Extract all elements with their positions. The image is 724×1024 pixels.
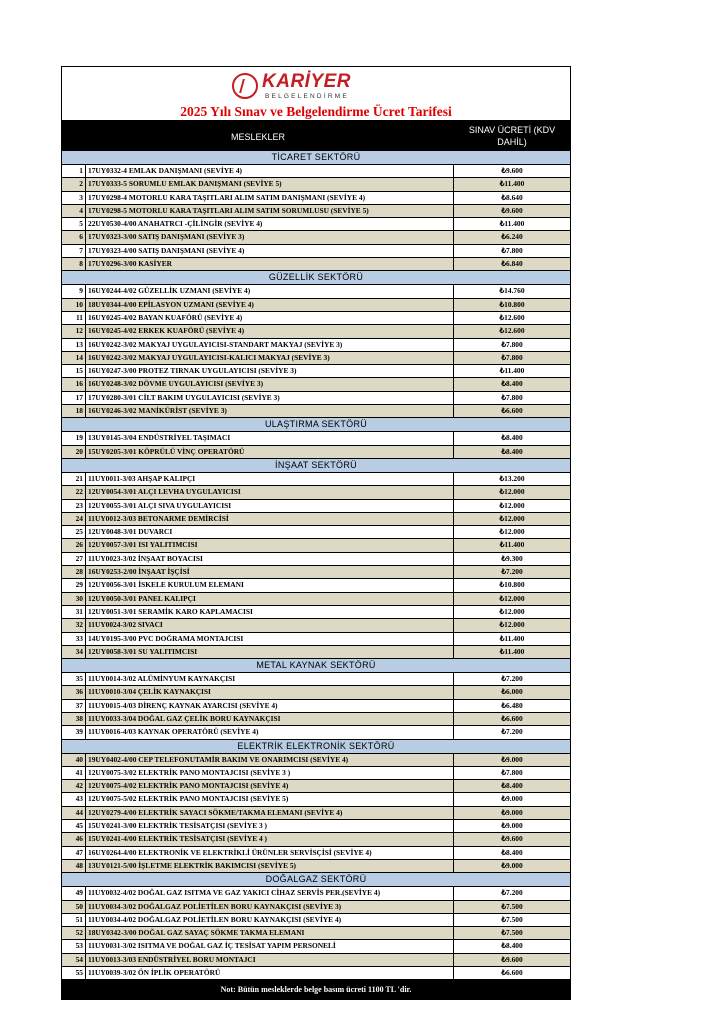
sector-header: İNŞAAT SEKTÖRÜ xyxy=(62,458,570,472)
profession-name: 13UY0121-5/00 İŞLETME ELEKTRİK BAKIMCISI (SEVİYE 5) xyxy=(86,860,454,872)
table-row xyxy=(62,632,570,645)
row-number: 47 xyxy=(62,847,86,859)
profession-name: 11UY0010-3/04 ÇELİK KAYNAKÇISI xyxy=(86,686,454,698)
row-number: 6 xyxy=(62,231,86,243)
profession-name: 17UY0280-3/01 CİLT BAKIM UYGULAYICISI (SEVİYE 3) xyxy=(86,392,454,404)
table-row xyxy=(62,886,570,899)
profession-name: 16UY0264-4/00 ELEKTRONİK VE ELEKTRİKLİ ÜRÜNLER SERVİSÇİSİ (SEVİYE 4) xyxy=(86,847,454,859)
kariyer-logo-icon xyxy=(232,73,258,99)
profession-name: 11UY0034-3/02 DOĞALGAZ POLİETİLEN BORU KAYNAKÇISI (SEVİYE 3) xyxy=(86,901,454,913)
profession-name: 16UY0242-3/02 MAKYAJ UYGULAYICISI-KALICI MAKYAJ (SEVİYE 3) xyxy=(86,352,454,364)
exam-fee: ₺8.640 xyxy=(501,192,523,202)
logo-wordmark: KARİYER xyxy=(262,71,352,92)
row-number: 15 xyxy=(62,365,86,377)
exam-fee: ₺10.800 xyxy=(499,299,525,309)
row-number: 9 xyxy=(62,285,86,297)
table-row xyxy=(62,605,570,618)
exam-fee: ₺12.000 xyxy=(499,527,525,537)
profession-name: 16UY0244-4/02 GÜZELLİK UZMANI (SEVİYE 4) xyxy=(86,285,454,297)
profession-name: 12UY0054-3/01 ALÇI LEVHA UYGULAYICISI xyxy=(86,486,454,498)
exam-fee: ₺7.800 xyxy=(501,352,523,362)
profession-name: 11UY0033-3/04 DOĞAL GAZ ÇELİK BORU KAYNAKÇISI xyxy=(86,713,454,725)
exam-fee: ₺7.200 xyxy=(501,727,523,737)
table-row xyxy=(62,806,570,819)
table-body xyxy=(62,150,570,979)
table-row xyxy=(62,204,570,217)
row-number: 20 xyxy=(62,446,86,458)
profession-name: 17UY0298-5 MOTORLU KARA TAŞITLARI ALIM SATIM SORUMLUSU (SEVİYE 5) xyxy=(86,205,454,217)
profession-name: 11UY0013-3/03 ENDÜSTRİYEL BORU MONTAJCI xyxy=(86,954,454,966)
table-row xyxy=(62,685,570,698)
table-row xyxy=(62,552,570,565)
exam-fee: ₺7.200 xyxy=(501,674,523,684)
kariyer-logo xyxy=(232,73,392,101)
table-row xyxy=(62,217,570,230)
profession-name: 11UY0011-3/03 AHŞAP KALIPÇI xyxy=(86,473,454,485)
exam-fee: ₺8.400 xyxy=(501,781,523,791)
row-number: 50 xyxy=(62,901,86,913)
table-row xyxy=(62,913,570,926)
sector-header: METAL KAYNAK SEKTÖRÜ xyxy=(62,658,570,672)
table-row xyxy=(62,257,570,270)
profession-name: 15UY0241-3/00 ELEKTRİK TESİSATÇISI (SEVİYE 3 ) xyxy=(86,820,454,832)
row-number: 41 xyxy=(62,767,86,779)
table-row xyxy=(62,618,570,631)
row-number: 30 xyxy=(62,593,86,605)
profession-name: 14UY0195-3/00 PVC DOĞRAMA MONTAJCISI xyxy=(86,633,454,645)
exam-fee: ₺9.000 xyxy=(501,754,523,764)
row-number: 2 xyxy=(62,178,86,190)
row-number: 36 xyxy=(62,686,86,698)
row-number: 51 xyxy=(62,914,86,926)
profession-name: 12UY0056-3/01 İSKELE KURULUM ELEMANI xyxy=(86,579,454,591)
profession-name: 12UY0048-3/01 DUVARCI xyxy=(86,526,454,538)
row-number: 49 xyxy=(62,887,86,899)
row-number: 13 xyxy=(62,339,86,351)
sector-header: ELEKTRİK ELEKTRONİK SEKTÖRÜ xyxy=(62,739,570,753)
table-row xyxy=(62,846,570,859)
row-number: 38 xyxy=(62,713,86,725)
table-row xyxy=(62,779,570,792)
row-number: 42 xyxy=(62,780,86,792)
exam-fee: ₺7.500 xyxy=(501,901,523,911)
sector-header: DOĞALGAZ SEKTÖRÜ xyxy=(62,872,570,886)
row-number: 22 xyxy=(62,486,86,498)
profession-name: 11UY0016-4/03 KAYNAK OPERATÖRÜ (SEVİYE 4) xyxy=(86,726,454,738)
profession-name: 12UY0075-5/02 ELEKTRİK PANO MONTAJCISI (SEVİYE 5) xyxy=(86,793,454,805)
profession-name: 17UY0323-3/00 SATIŞ DANIŞMANI (SEVİYE 3) xyxy=(86,231,454,243)
profession-name: 12UY0050-3/01 PANEL KALIPÇI xyxy=(86,593,454,605)
exam-fee: ₺12.600 xyxy=(499,312,525,322)
logo-subtitle: BELGELENDİRME xyxy=(265,93,349,100)
price-table xyxy=(61,66,571,1000)
row-number: 18 xyxy=(62,405,86,417)
exam-fee: ₺12.000 xyxy=(499,487,525,497)
row-number: 28 xyxy=(62,566,86,578)
profession-name: 15UY0241-4/00 ELEKTRİK TESİSATÇISI (SEVİYE 4 ) xyxy=(86,833,454,845)
profession-name: 11UY0015-4/03 DİRENÇ KAYNAK AYARCISI (SEVİYE 4) xyxy=(86,700,454,712)
profession-name: 11UY0039-3/02 ÖN İPLİK OPERATÖRÜ xyxy=(86,967,454,979)
exam-fee: ₺8.400 xyxy=(501,446,523,456)
exam-fee: ₺12.600 xyxy=(499,326,525,336)
row-number: 43 xyxy=(62,793,86,805)
exam-fee: ₺10.800 xyxy=(499,580,525,590)
exam-fee: ₺9.000 xyxy=(501,860,523,870)
exam-fee: ₺8.400 xyxy=(501,433,523,443)
row-number: 3 xyxy=(62,192,86,204)
row-number: 17 xyxy=(62,392,86,404)
exam-fee: ₺11.400 xyxy=(499,540,525,550)
profession-name: 11UY0034-4/02 DOĞALGAZ POLİETİLEN BORU KAYNAKÇISI (SEVİYE 4) xyxy=(86,914,454,926)
row-number: 4 xyxy=(62,205,86,217)
row-number: 21 xyxy=(62,473,86,485)
sector-header: GÜZELLİK SEKTÖRÜ xyxy=(62,270,570,284)
exam-fee: ₺7.800 xyxy=(501,339,523,349)
header-exam-fee-line1: SINAV ÜCRETİ (KDV xyxy=(468,124,556,135)
row-number: 48 xyxy=(62,860,86,872)
row-number: 12 xyxy=(62,325,86,337)
table-row xyxy=(62,859,570,872)
table-row xyxy=(62,499,570,512)
table-row xyxy=(62,525,570,538)
row-number: 32 xyxy=(62,619,86,631)
exam-fee: ₺7.800 xyxy=(501,245,523,255)
table-row xyxy=(62,712,570,725)
exam-fee: ₺13.200 xyxy=(499,473,525,483)
profession-name: 15UY0205-3/01 KÖPRÜLÜ VİNÇ OPERATÖRÜ xyxy=(86,446,454,458)
profession-name: 16UY0253-2/00 İNŞAAT İŞÇİSİ xyxy=(86,566,454,578)
header-exam-fee xyxy=(454,121,570,150)
profession-name: 12UY0075-4/02 ELEKTRİK PANO MONTAJCISI (SEVİYE 4) xyxy=(86,780,454,792)
row-number: 16 xyxy=(62,378,86,390)
exam-fee: ₺9.600 xyxy=(501,205,523,215)
profession-name: 12UY0075-3/02 ELEKTRİK PANO MONTAJCISI (SEVİYE 3 ) xyxy=(86,767,454,779)
row-number: 44 xyxy=(62,807,86,819)
table-row xyxy=(62,324,570,337)
table-row xyxy=(62,592,570,605)
row-number: 40 xyxy=(62,754,86,766)
row-number: 25 xyxy=(62,526,86,538)
exam-fee: ₺6.600 xyxy=(501,713,523,723)
exam-fee: ₺9.000 xyxy=(501,807,523,817)
exam-fee: ₺12.000 xyxy=(499,500,525,510)
exam-fee: ₺9.300 xyxy=(501,553,523,563)
exam-fee: ₺7.500 xyxy=(501,928,523,938)
page-title: 2025 Yılı Sınav ve Belgelendirme Ücret Tarifesi xyxy=(180,104,452,119)
profession-name: 17UY0333-5 SORUMLU EMLAK DANIŞMANI (SEVİYE 5) xyxy=(86,178,454,190)
exam-fee: ₺7.800 xyxy=(501,767,523,777)
exam-fee: ₺11.400 xyxy=(499,179,525,189)
table-row xyxy=(62,377,570,390)
row-number: 46 xyxy=(62,833,86,845)
exam-fee: ₺6.240 xyxy=(501,232,523,242)
table-row xyxy=(62,284,570,297)
footer-note: Not: Bütün mesleklerde belge basım ücreti 1100 TL 'dir. xyxy=(62,979,570,999)
logo-band xyxy=(62,67,570,104)
table-row xyxy=(62,966,570,979)
profession-name: 11UY0024-3/02 SIVACI xyxy=(86,619,454,631)
sector-header: ULAŞTIRMA SEKTÖRÜ xyxy=(62,417,570,431)
exam-fee: ₺11.400 xyxy=(499,646,525,656)
exam-fee: ₺12.000 xyxy=(499,620,525,630)
table-row xyxy=(62,298,570,311)
exam-fee: ₺9.600 xyxy=(501,166,523,175)
row-number: 37 xyxy=(62,700,86,712)
table-row xyxy=(62,672,570,685)
exam-fee: ₺11.400 xyxy=(499,633,525,643)
table-row xyxy=(62,164,570,177)
table-row xyxy=(62,512,570,525)
row-number: 39 xyxy=(62,726,86,738)
exam-fee: ₺7.500 xyxy=(501,914,523,924)
table-row xyxy=(62,766,570,779)
table-row xyxy=(62,792,570,805)
profession-name: 11UY0023-3/02 İNŞAAT BOYACISI xyxy=(86,553,454,565)
exam-fee: ₺6.840 xyxy=(501,259,523,269)
row-number: 11 xyxy=(62,312,86,324)
row-number: 52 xyxy=(62,927,86,939)
row-number: 1 xyxy=(62,165,86,177)
row-number: 7 xyxy=(62,245,86,257)
row-number: 54 xyxy=(62,954,86,966)
table-row xyxy=(62,900,570,913)
exam-fee: ₺6.600 xyxy=(501,406,523,416)
exam-fee: ₺7.800 xyxy=(501,392,523,402)
profession-name: 18UY0342-3/00 DOĞAL GAZ SAYAÇ SÖKME TAKMA ELEMANI xyxy=(86,927,454,939)
exam-fee: ₺7.200 xyxy=(501,567,523,577)
exam-fee: ₺8.400 xyxy=(501,847,523,857)
table-row xyxy=(62,191,570,204)
table-row xyxy=(62,485,570,498)
profession-name: 18UY0344-4/00 EPİLASYON UZMANI (SEVİYE 4) xyxy=(86,299,454,311)
exam-fee: ₺6.480 xyxy=(501,700,523,710)
table-row xyxy=(62,819,570,832)
exam-fee: ₺14.760 xyxy=(499,286,525,296)
profession-name: 22UY0530-4/00 ANAHATRCI -ÇİLİNGİR (SEVİYE 4) xyxy=(86,218,454,230)
row-number: 23 xyxy=(62,500,86,512)
row-number: 10 xyxy=(62,299,86,311)
table-row xyxy=(62,364,570,377)
exam-fee: ₺8.400 xyxy=(501,941,523,951)
table-row xyxy=(62,177,570,190)
table-row xyxy=(62,699,570,712)
table-row xyxy=(62,939,570,952)
table-row xyxy=(62,832,570,845)
table-row xyxy=(62,565,570,578)
row-number: 24 xyxy=(62,513,86,525)
exam-fee: ₺12.000 xyxy=(499,513,525,523)
table-row xyxy=(62,538,570,551)
row-number: 27 xyxy=(62,553,86,565)
exam-fee: ₺6.000 xyxy=(501,687,523,697)
profession-name: 19UY0402-4/00 CEP TELEFONUTAMİR BAKIM VE ONARIMCISI (SEVİYE 4) xyxy=(86,754,454,766)
table-row xyxy=(62,351,570,364)
table-row xyxy=(62,578,570,591)
exam-fee: ₺9.000 xyxy=(501,821,523,831)
table-row xyxy=(62,230,570,243)
profession-name: 16UY0245-4/02 ERKEK KUAFÖRÜ (SEVİYE 4) xyxy=(86,325,454,337)
table-header xyxy=(62,120,570,150)
row-number: 31 xyxy=(62,606,86,618)
exam-fee: ₺11.400 xyxy=(499,219,525,229)
exam-fee: ₺9.600 xyxy=(501,954,523,964)
profession-name: 13UY0145-3/04 ENDÜSTRİYEL TAŞIMACI xyxy=(86,432,454,444)
row-number: 5 xyxy=(62,218,86,230)
exam-fee: ₺9.600 xyxy=(501,834,523,844)
exam-fee: ₺6.600 xyxy=(501,968,523,978)
table-row xyxy=(62,244,570,257)
profession-name: 17UY0298-4 MOTORLU KARA TAŞITLARI ALIM SATIM DANIŞMANI (SEVİYE 4) xyxy=(86,192,454,204)
profession-name: 12UY0058-3/01 SU YALITIMCISI xyxy=(86,646,454,658)
row-number: 14 xyxy=(62,352,86,364)
exam-fee: ₺12.000 xyxy=(499,606,525,616)
profession-name: 16UY0245-4/02 BAYAN KUAFÖRÜ (SEVİYE 4) xyxy=(86,312,454,324)
profession-name: 17UY0323-4/00 SATIŞ DANIŞMANI (SEVİYE 4) xyxy=(86,245,454,257)
sector-header: TİCARET SEKTÖRÜ xyxy=(62,150,570,164)
profession-name: 16UY0247-3/00 PROTEZ TIRNAK UYGULAYICISI (SEVİYE 3) xyxy=(86,365,454,377)
exam-fee: ₺7.200 xyxy=(501,888,523,898)
profession-name: 12UY0051-3/01 SERAMİK KARO KAPLAMACISI xyxy=(86,606,454,618)
header-exam-fee-line2: DAHİL) xyxy=(497,136,527,147)
header-professions: MESLEKLER xyxy=(230,132,286,142)
table-row xyxy=(62,725,570,738)
profession-name: 17UY0296-3/00 KASİYER xyxy=(86,258,454,270)
table-row xyxy=(62,472,570,485)
table-row xyxy=(62,338,570,351)
row-number: 29 xyxy=(62,579,86,591)
exam-fee: ₺11.400 xyxy=(499,366,525,376)
table-row xyxy=(62,431,570,444)
profession-name: 11UY0014-3/02 ALÜMİNYUM KAYNAKÇISI xyxy=(86,673,454,685)
row-number: 45 xyxy=(62,820,86,832)
profession-name: 11UY0012-3/03 BETONARME DEMİRCİSİ xyxy=(86,513,454,525)
profession-name: 12UY0055-3/01 ALÇI SIVA UYGULAYICISI xyxy=(86,500,454,512)
table-row xyxy=(62,404,570,417)
table-row xyxy=(62,391,570,404)
row-number: 26 xyxy=(62,539,86,551)
profession-name: 16UY0248-3/02 DÖVME UYGULAYICISI (SEVİYE 3) xyxy=(86,378,454,390)
table-row xyxy=(62,926,570,939)
table-row xyxy=(62,645,570,658)
exam-fee: ₺8.400 xyxy=(501,379,523,389)
profession-name: 16UY0242-3/02 MAKYAJ UYGULAYICISI-STANDART MAKYAJ (SEVİYE 3) xyxy=(86,339,454,351)
table-row xyxy=(62,445,570,458)
row-number: 33 xyxy=(62,633,86,645)
row-number: 19 xyxy=(62,432,86,444)
table-row xyxy=(62,953,570,966)
profession-name: 12UY0279-4/00 ELEKTRİK SAYACI SÖKME/TAKMA ELEMANI (SEVİYE 4) xyxy=(86,807,454,819)
profession-name: 12UY0057-3/01 ISI YALITIMCISI xyxy=(86,539,454,551)
row-number: 34 xyxy=(62,646,86,658)
profession-name: 11UY0032-4/02 DOĞAL GAZ ISITMA VE GAZ YAKICI CİHAZ SERVİS PER.(SEVİYE 4) xyxy=(86,887,454,899)
profession-name: 16UY0246-3/02 MANİKÜRİST (SEVİYE 3) xyxy=(86,405,454,417)
row-number: 8 xyxy=(62,258,86,270)
exam-fee: ₺12.000 xyxy=(499,593,525,603)
exam-fee: ₺9.000 xyxy=(501,794,523,804)
row-number: 53 xyxy=(62,940,86,952)
row-number: 35 xyxy=(62,673,86,685)
profession-name: 11UY0031-3/02 ISITMA VE DOĞAL GAZ İÇ TESİSAT YAPIM PERSONELİ xyxy=(86,940,454,952)
table-row xyxy=(62,753,570,766)
table-row xyxy=(62,311,570,324)
row-number: 55 xyxy=(62,967,86,979)
profession-name: 17UY0332-4 EMLAK DANIŞMANI (SEVİYE 4) xyxy=(86,165,454,177)
